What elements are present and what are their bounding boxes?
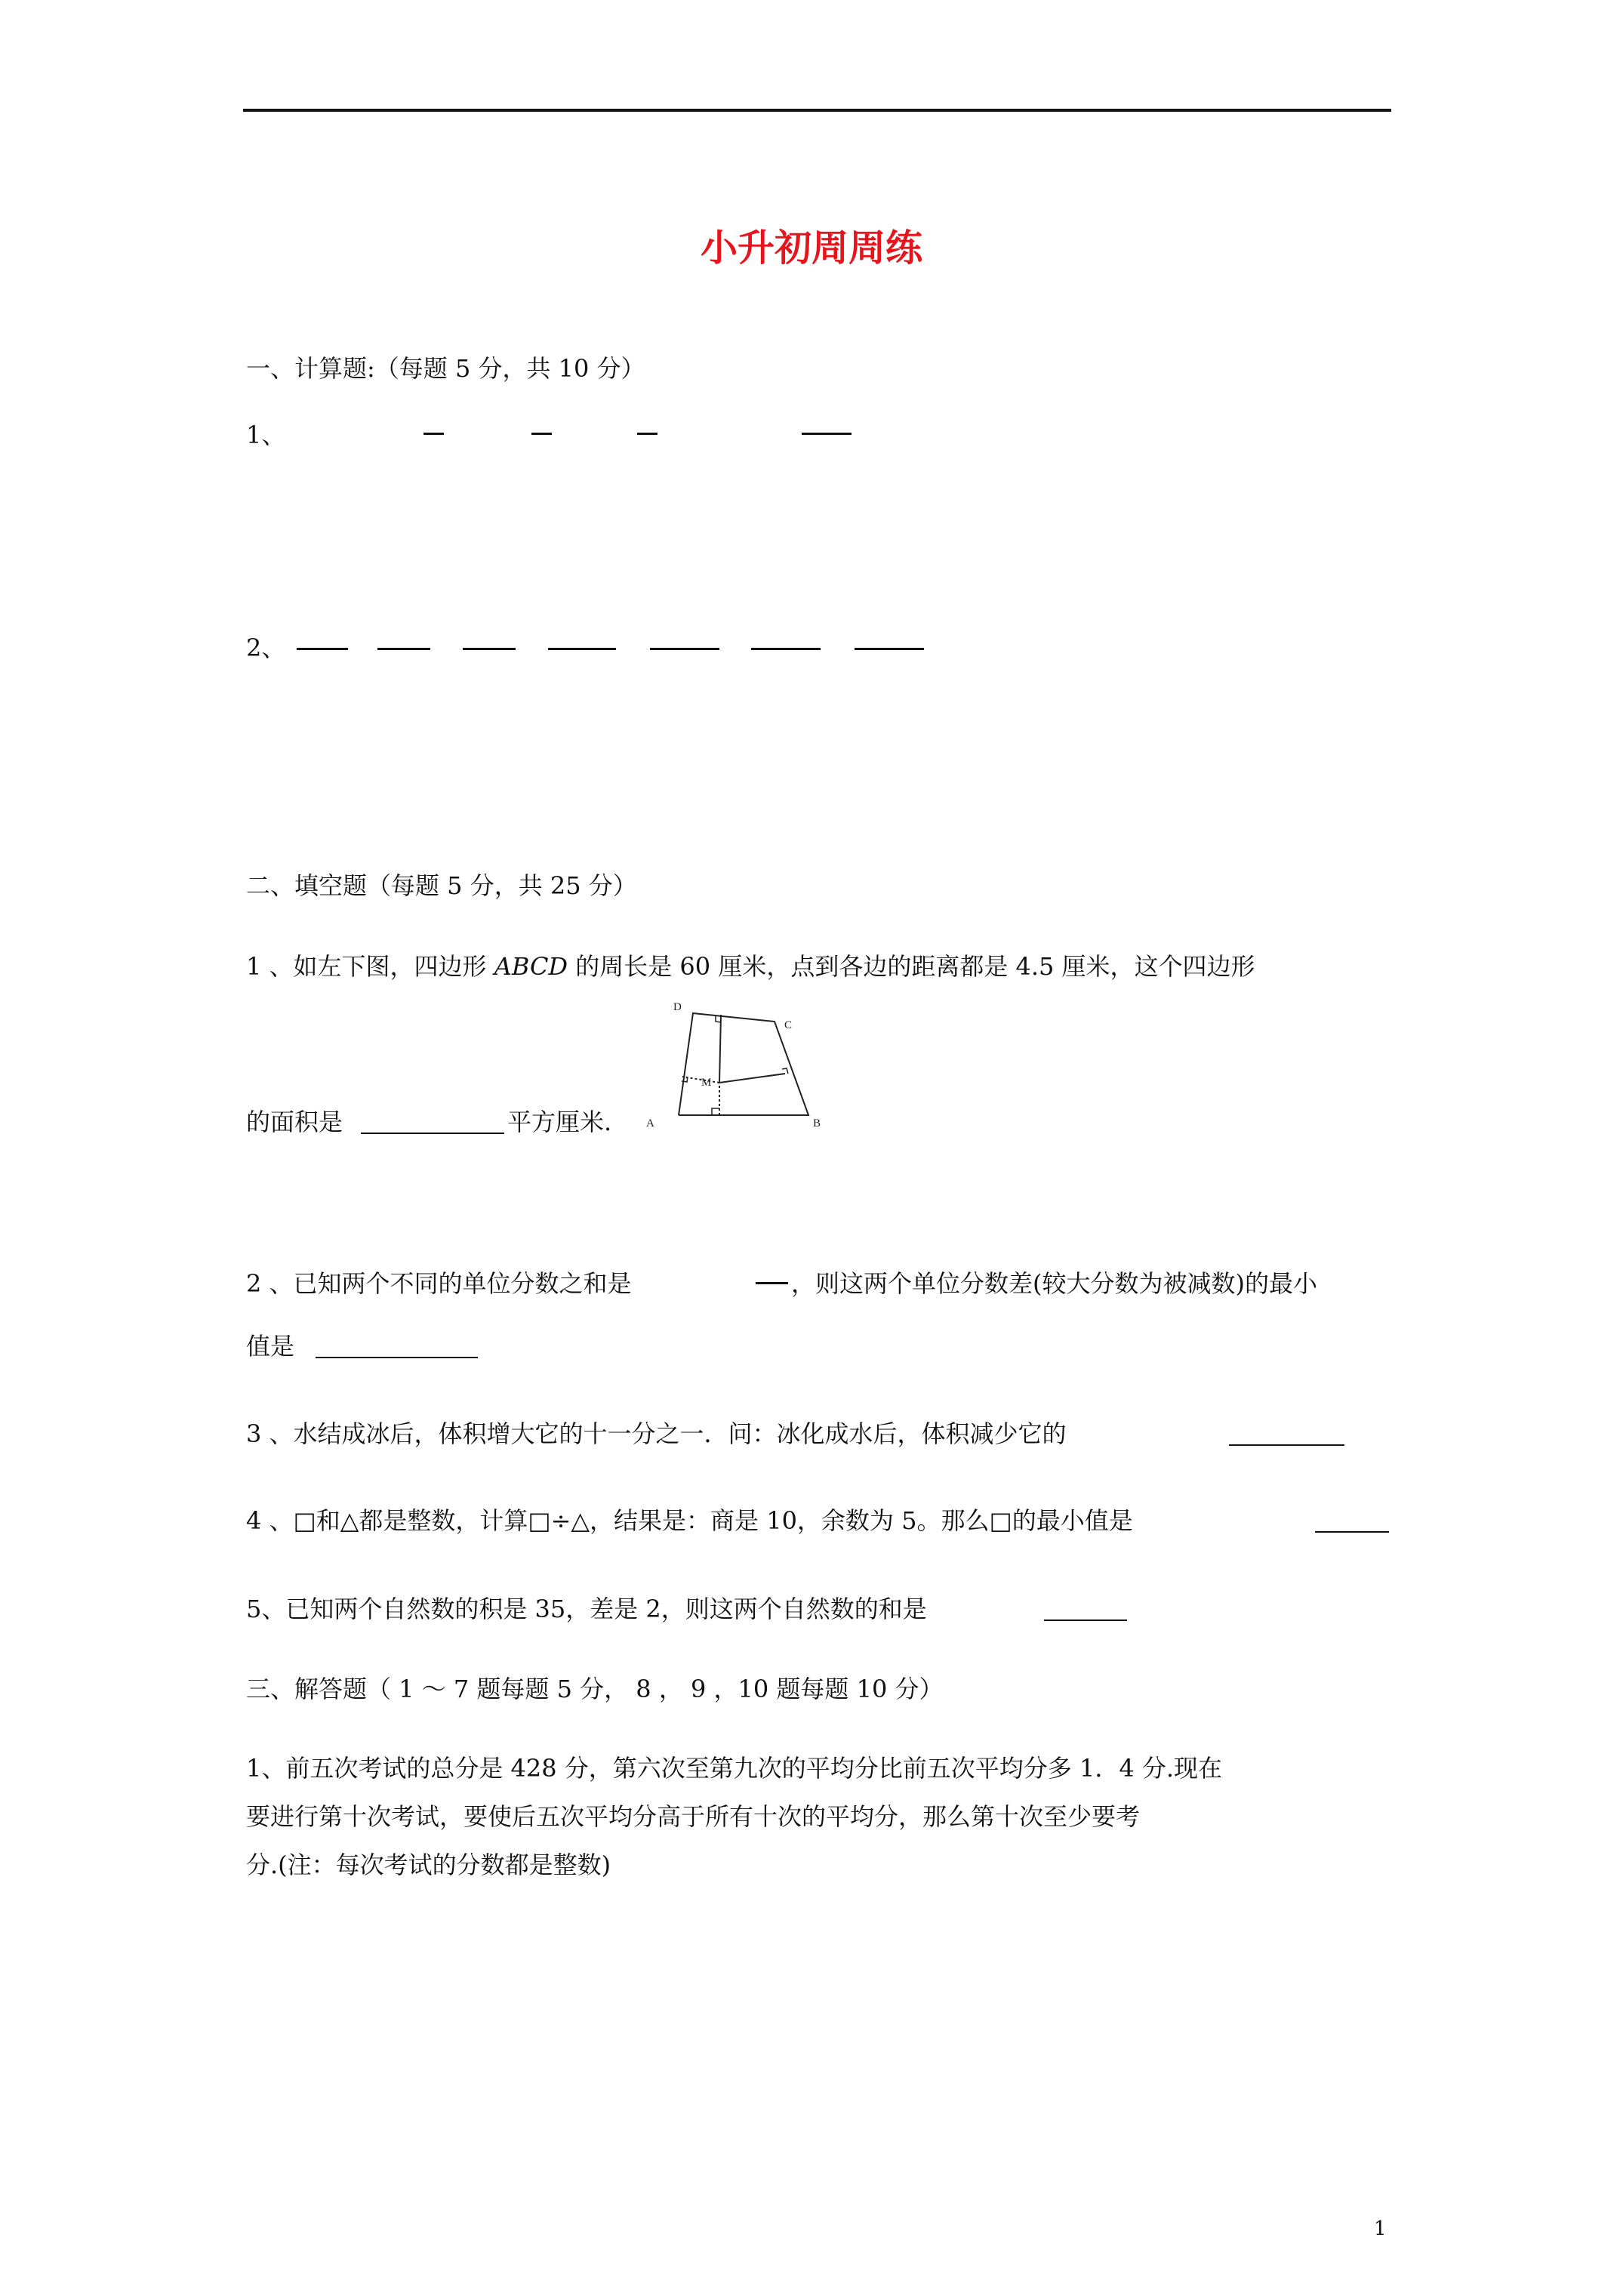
header-rule <box>243 109 1391 112</box>
fraction-bar <box>463 648 516 650</box>
s2-q1-suffix: 的周长是 60 厘米，点到各边的距离都是 4.5 厘米，这个四边形 <box>568 952 1255 981</box>
quadrilateral-figure <box>646 1000 835 1133</box>
s2-q1-line2a: 的面积是 <box>246 1108 343 1136</box>
fraction-bar <box>377 648 430 650</box>
s1-q2-label: 2、 <box>246 633 286 662</box>
answer-blank <box>1315 1531 1389 1533</box>
s2-q1-line1 <box>246 952 1255 981</box>
s3-q1-line2: 要进行第十次考试，要使后五次平均分高于所有十次的平均分，那么第十次至少要考 <box>246 1802 1141 1831</box>
label-B: B <box>813 1117 821 1130</box>
fraction-bar <box>531 433 552 435</box>
s1-q1-label: 1、 <box>246 421 286 449</box>
fraction-bar <box>548 648 616 650</box>
answer-blank <box>1229 1444 1344 1446</box>
fraction-bar <box>855 648 924 650</box>
fraction-bar <box>650 648 719 650</box>
s2-q4: 4 、□和△都是整数，计算□÷△，结果是：商是 10，余数为 5。那么□的最小值是 <box>246 1506 1133 1535</box>
fraction-bar <box>297 648 348 650</box>
answer-blank <box>361 1133 504 1134</box>
fraction-bar <box>756 1282 788 1284</box>
right-angle-mark <box>782 1068 788 1074</box>
right-angle-mark <box>712 1108 719 1115</box>
fraction-bar <box>423 433 444 435</box>
section-3-heading: 三、解答题（ 1 ～ 7 题每题 5 分， 8 ， 9 ，10 题每题 10 分） <box>246 1675 944 1703</box>
fraction-bar <box>802 433 852 435</box>
label-A: A <box>646 1117 654 1130</box>
s2-q2-line1b: ，则这两个单位分数差(较大分数为被减数)的最小 <box>791 1269 1317 1298</box>
answer-blank <box>316 1357 478 1358</box>
s2-q1-italic: ABCD <box>494 952 568 981</box>
s3-q1-line1: 1、前五次考试的总分是 428 分，第六次至第九次的平均分比前五次平均分多 1．4 分.现在 <box>246 1754 1223 1783</box>
section-2-heading: 二、填空题（每题 5 分，共 25 分） <box>246 871 637 900</box>
perp-top <box>719 1015 721 1083</box>
s2-q5: 5、已知两个自然数的积是 35，差是 2，则这两个自然数的和是 <box>246 1595 927 1623</box>
page-title: 小升初周周练 <box>700 226 922 270</box>
s3-q1-line3: 分.(注：每次考试的分数都是整数) <box>246 1851 611 1879</box>
s2-q1-line2b: 平方厘米. <box>507 1108 612 1136</box>
s2-q2-line2: 值是 <box>246 1332 295 1361</box>
fraction-bar <box>637 433 658 435</box>
perp-right <box>719 1074 785 1083</box>
section-1-heading: 一、计算题:（每题 5 分，共 10 分） <box>246 354 645 383</box>
label-C: C <box>784 1019 793 1031</box>
fraction-bar <box>751 648 821 650</box>
s2-q3: 3 、水结成冰后，体积增大它的十一分之一．问：冰化成水后，体积减少它的 <box>246 1419 1067 1448</box>
label-D: D <box>673 1001 682 1013</box>
answer-blank <box>1044 1620 1127 1621</box>
s2-q2-line1a: 2 、已知两个不同的单位分数之和是 <box>246 1269 632 1298</box>
page-number: 1 <box>1374 2217 1387 2240</box>
label-M: M <box>701 1077 712 1089</box>
s2-q1-prefix: 1 、如左下图，四边形 <box>246 952 494 981</box>
